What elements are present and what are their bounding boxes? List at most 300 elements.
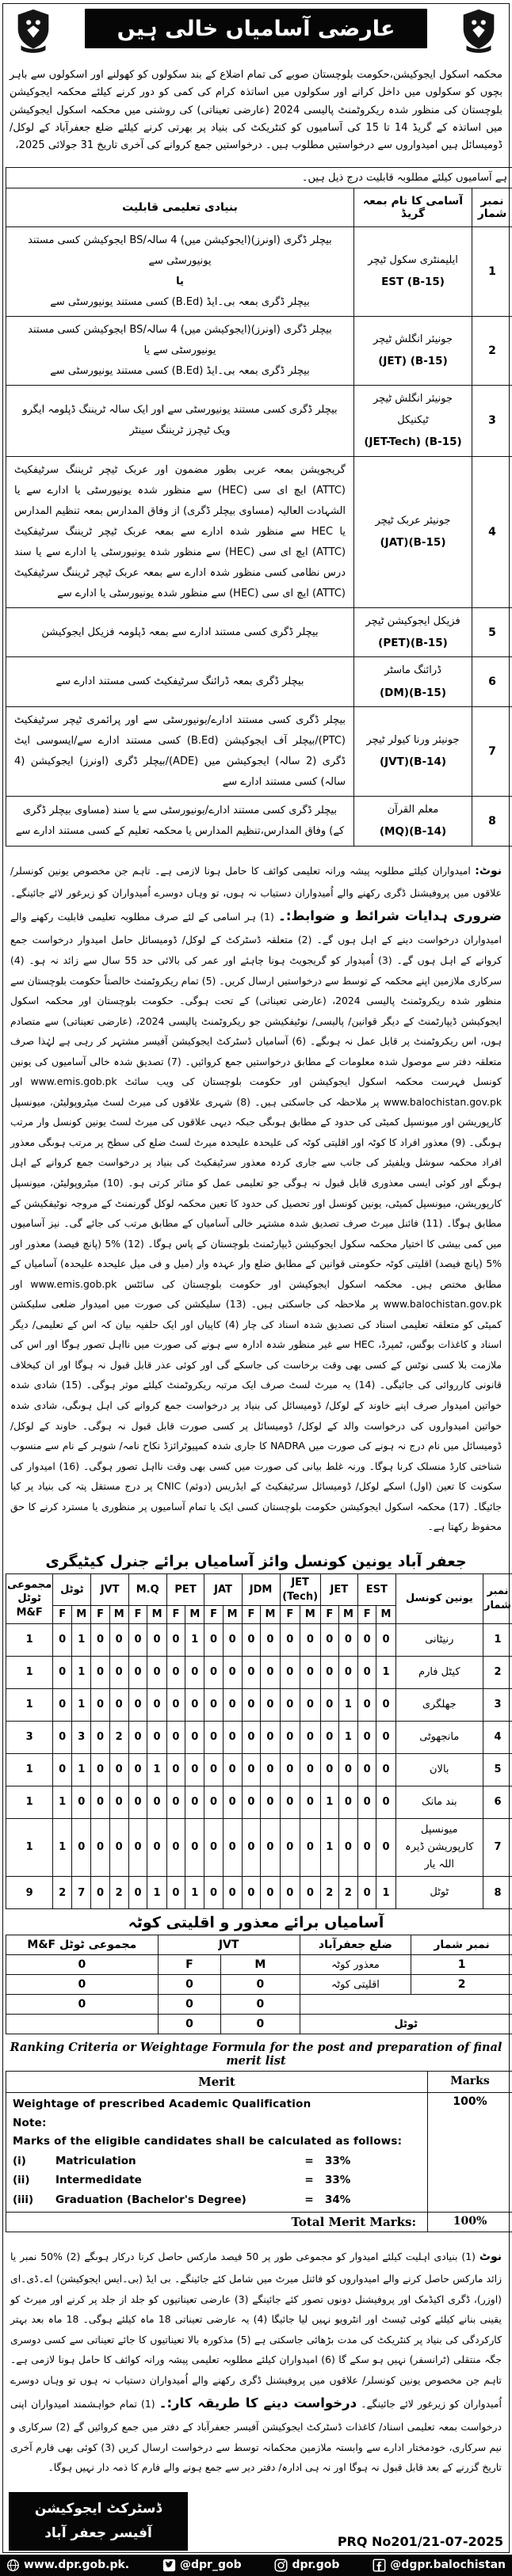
quota-header-serial: نمبر شمار bbox=[411, 1935, 512, 1955]
quota-minority-grand: 0 bbox=[6, 1975, 159, 1995]
weightage-marks: 100% bbox=[428, 2093, 512, 2213]
uc-count-cell: 0 bbox=[185, 1688, 204, 1721]
uc-count-cell: 0 bbox=[204, 1688, 223, 1721]
post-row bbox=[6, 385, 512, 456]
post-name-urdu: جونیئر ورنا کیولر ٹیچر bbox=[357, 729, 468, 751]
uc-header-est: EST bbox=[357, 1574, 395, 1606]
uc-data-row bbox=[6, 1753, 512, 1786]
uc-header-mq: M.Q bbox=[128, 1574, 166, 1606]
intro-paragraph: محکمہ اسکول ایجوکیشن،حکومت بلوچستان صوبے کی تمام اضلاع کے بند سکولوں کو کھولنے اور اسکولوں سے باہر بچوں کو سکولوں میں داخل کرانے اور سکولوں میں اساتذہ کرام کی کمی کو دور کرنے کیلئے محکمہ ایجوکیشن بلوچستان کی منظور شدہ ریکروٹمنٹ پالیسی 2024 (عارضی تعیناتی) کی روشنی میں محکمہ اسکول ایجوکیشن میں اساتذہ کے گریڈ 14 تا 15 کی آسامیوں کو کنٹریکٹ کی بنیاد پر بھرتی کرنے کیلئے ضلع جعفرآباد کے لوکل/ڈومیسائل ہیں امیدواروں سے درخواستیں مطلوب ہیں۔ درخواستیں جمع کروانے کی آخری تاریخ 31 جولائی 2025، bbox=[6, 63, 506, 157]
uc-count-cell: 0 bbox=[223, 1818, 242, 1876]
merit-body-row bbox=[6, 2093, 512, 2213]
merit-item-row bbox=[13, 2190, 421, 2209]
uc-count-cell: 0 bbox=[204, 1877, 223, 1909]
uc-count-cell: 0 bbox=[91, 1753, 109, 1786]
quota-section-title: آسامیاں برائے معذور و اقلیتی کوٹہ bbox=[6, 1909, 506, 1935]
uc-count-cell: 0 bbox=[91, 1623, 109, 1656]
uc-count-cell: 1 bbox=[338, 1688, 357, 1721]
uc-subheader-f: F bbox=[242, 1606, 261, 1624]
uc-count-cell: 0 bbox=[320, 1721, 338, 1753]
uc-count-cell: 0 bbox=[242, 1877, 261, 1909]
merit-item-roman: (i) bbox=[13, 2152, 55, 2171]
uc-count-cell: 0 bbox=[376, 1721, 395, 1753]
uc-data-row bbox=[6, 1818, 512, 1876]
uc-count-cell: 0 bbox=[128, 1753, 147, 1786]
ranking-criteria-title: Ranking Criteria or Weightage Formula for the post and preparation of final merit list bbox=[6, 2034, 506, 2071]
uc-data-row bbox=[6, 1786, 512, 1818]
post-name-urdu: معلم القرآن bbox=[357, 799, 468, 820]
uc-count-cell: 0 bbox=[91, 1818, 109, 1876]
uc-count-cell: 1 bbox=[6, 1623, 53, 1656]
uc-serial-cell: 3 bbox=[483, 1688, 512, 1721]
merit-item-percent: 34% bbox=[325, 2190, 350, 2209]
signature-line-2: آفیسر جعفر آباد bbox=[12, 2521, 185, 2546]
uc-name-cell: رنیٹانی bbox=[395, 1623, 483, 1656]
quota-total-label: ٹوٹل bbox=[300, 2015, 512, 2034]
uc-subheader-m: M bbox=[376, 1606, 395, 1624]
uc-count-cell: 0 bbox=[280, 1688, 300, 1721]
post-row bbox=[6, 456, 512, 607]
post-row bbox=[6, 316, 512, 385]
uc-count-cell: 0 bbox=[242, 1656, 261, 1688]
uc-count-cell: 1 bbox=[72, 1656, 91, 1688]
uc-count-cell: 0 bbox=[128, 1721, 147, 1753]
uc-header-jdm: JDM bbox=[242, 1574, 280, 1606]
merit-item-percent: 33% bbox=[325, 2171, 350, 2190]
merit-items bbox=[13, 2152, 421, 2209]
post-qualification-cell bbox=[6, 226, 354, 316]
table-caption-row bbox=[6, 167, 512, 188]
footer-twitter bbox=[162, 2559, 242, 2572]
uc-count-cell: 0 bbox=[357, 1656, 376, 1688]
uc-count-cell: 0 bbox=[300, 1721, 321, 1753]
bottom-note-lead: نوٹ bbox=[480, 2251, 502, 2263]
merit-item-equals: = bbox=[293, 2171, 325, 2190]
quota-total-empty bbox=[6, 2015, 159, 2034]
header bbox=[6, 6, 506, 53]
instructions-heading: ضروری ہدایات شرائط و ضوابط:۔ bbox=[278, 908, 502, 923]
quota-blank-grand: 0 bbox=[6, 1995, 159, 2015]
uc-count-cell: 1 bbox=[320, 1786, 338, 1818]
uc-count-cell: 0 bbox=[147, 1656, 166, 1688]
quota-disabled-grand: 0 bbox=[6, 1955, 159, 1975]
uc-count-cell: 0 bbox=[91, 1877, 109, 1909]
uc-count-cell: 0 bbox=[166, 1877, 185, 1909]
uc-count-cell: 0 bbox=[338, 1786, 357, 1818]
qualification-line: بیچلر ڈگری کسی مستند یونیورسٹی سے اور ایک سالہ ٹریننگ ڈپلومہ ایگرو ویک ٹیچرز ٹریننگ سینٹر bbox=[14, 400, 346, 441]
uc-count-cell: 0 bbox=[242, 1818, 261, 1876]
merit-header-row bbox=[6, 2072, 512, 2093]
uc-total-row bbox=[6, 1877, 512, 1909]
merit-item-label: Intermedidate bbox=[55, 2171, 293, 2190]
uc-count-cell: 0 bbox=[109, 1786, 128, 1818]
uc-count-cell: 0 bbox=[261, 1721, 280, 1753]
post-qualification-cell bbox=[6, 607, 354, 657]
uc-count-cell: 1 bbox=[6, 1688, 53, 1721]
uc-subheader-f: F bbox=[204, 1606, 223, 1624]
uc-count-cell: 1 bbox=[6, 1753, 53, 1786]
merit-item-row bbox=[13, 2171, 421, 2190]
uc-count-cell: 0 bbox=[204, 1623, 223, 1656]
uc-serial-cell: 4 bbox=[483, 1721, 512, 1753]
footer-facebook bbox=[373, 2559, 506, 2572]
uc-count-cell: 0 bbox=[91, 1656, 109, 1688]
uc-count-cell: 0 bbox=[261, 1753, 280, 1786]
uc-count-cell: 2 bbox=[109, 1877, 128, 1909]
uc-header-jvt: JVT bbox=[91, 1574, 128, 1606]
header-qualification: بنیادی تعلیمی قابلیت bbox=[6, 188, 354, 226]
uc-count-cell: 0 bbox=[223, 1656, 242, 1688]
merit-note-line: Marks of the eligible candidates shall be calculated as follows: bbox=[13, 2133, 421, 2152]
uc-data-row bbox=[6, 1688, 512, 1721]
post-serial: 5 bbox=[472, 607, 512, 657]
uc-count-cell: 0 bbox=[72, 1786, 91, 1818]
instagram-icon bbox=[274, 2559, 288, 2572]
quota-header-jvt: JVT bbox=[158, 1935, 300, 1955]
uc-count-cell: 0 bbox=[166, 1753, 185, 1786]
merit-item-label: Matriculation bbox=[55, 2152, 293, 2171]
qualification-line: بیچلر ڈگری کسی مستند ادارے سے بمعہ ڈپلومہ فزیکل ایجوکیشن bbox=[14, 622, 346, 643]
quota-blank-m: 0 bbox=[221, 1995, 300, 2015]
uc-count-cell: 0 bbox=[204, 1818, 223, 1876]
uc-count-cell: 0 bbox=[223, 1623, 242, 1656]
uc-count-cell: 0 bbox=[109, 1753, 128, 1786]
uc-count-cell: 3 bbox=[6, 1721, 53, 1753]
uc-count-cell: 0 bbox=[91, 1688, 109, 1721]
uc-name-cell: کیٹل فارم bbox=[395, 1656, 483, 1688]
post-serial: 1 bbox=[472, 226, 512, 316]
uc-count-cell: 0 bbox=[109, 1656, 128, 1688]
post-name-cell bbox=[354, 456, 472, 607]
uc-section-title: جعفر آباد یونین کونسل وائز آسامیاں برائے جنرل کیٹیگری bbox=[6, 1548, 506, 1573]
post-row bbox=[6, 657, 512, 707]
uc-count-cell: 0 bbox=[300, 1877, 321, 1909]
header-serial: نمبر شمار bbox=[472, 188, 512, 226]
uc-count-cell: 2 bbox=[338, 1877, 357, 1909]
uc-count-cell: 0 bbox=[204, 1721, 223, 1753]
uc-count-cell: 0 bbox=[357, 1688, 376, 1721]
merit-item-roman: (iii) bbox=[13, 2190, 55, 2209]
footer-instagram-text: dpr.gob bbox=[292, 2559, 339, 2571]
total-merit-marks: 100% bbox=[428, 2212, 512, 2232]
uc-count-cell: 0 bbox=[166, 1786, 185, 1818]
post-code: (DM)(B-15) bbox=[357, 682, 468, 704]
uc-count-cell: 0 bbox=[280, 1877, 300, 1909]
post-row bbox=[6, 707, 512, 797]
post-serial: 4 bbox=[472, 456, 512, 607]
uc-count-cell: 0 bbox=[242, 1623, 261, 1656]
uc-count-cell: 1 bbox=[72, 1753, 91, 1786]
uc-count-cell: 0 bbox=[223, 1786, 242, 1818]
uc-count-cell: 0 bbox=[338, 1623, 357, 1656]
post-name-cell bbox=[354, 316, 472, 385]
post-name-urdu: جونیئر عربک ٹیچر bbox=[357, 510, 468, 531]
quota-total-f: 0 bbox=[158, 2015, 221, 2034]
merit-body-cell bbox=[6, 2093, 428, 2213]
uc-subheader-m: M bbox=[338, 1606, 357, 1624]
uc-count-cell: 0 bbox=[300, 1753, 321, 1786]
uc-subheader-f: F bbox=[53, 1606, 72, 1624]
post-qualification-cell bbox=[6, 456, 354, 607]
qualification-line: بیچلر ڈگری کسی مستند ادارے/یونیورسٹی سے یا سند (مساوی بیچلر ڈگری کے) وفاق المدارس،تنظیم المدارس یا محکمہ تعلیم کے کسی مستند ادارے سے bbox=[14, 801, 346, 842]
uc-count-cell: 0 bbox=[147, 1786, 166, 1818]
uc-name-cell: ٹوٹل bbox=[395, 1877, 483, 1909]
application-procedure-heading: درخواست دینے کا طریقہ کار:۔ bbox=[159, 2395, 357, 2410]
merit-item-equals: = bbox=[293, 2190, 325, 2209]
uc-count-cell: 0 bbox=[320, 1656, 338, 1688]
merit-item-label: Graduation (Bachelor's Degree) bbox=[55, 2190, 293, 2209]
post-name-cell bbox=[354, 226, 472, 316]
quota-disabled-label: معذور کوٹہ bbox=[300, 1955, 411, 1975]
prq-number: PRQ No201/21-07-2025 bbox=[338, 2534, 503, 2551]
uc-count-cell: 0 bbox=[109, 1688, 128, 1721]
quota-total-row bbox=[6, 2015, 512, 2034]
uc-serial-cell: 1 bbox=[483, 1623, 512, 1656]
union-council-table bbox=[6, 1573, 512, 1909]
uc-name-cell: مانجھوٹی bbox=[395, 1721, 483, 1753]
uc-count-cell: 0 bbox=[147, 1818, 166, 1876]
total-merit-label: Total Merit Marks: bbox=[6, 2212, 428, 2232]
post-serial: 2 bbox=[472, 316, 512, 385]
note-lead: نوٹ: bbox=[475, 865, 502, 877]
uc-header-jat: JAT bbox=[204, 1574, 242, 1606]
uc-count-cell: 1 bbox=[6, 1786, 53, 1818]
uc-count-cell: 0 bbox=[242, 1786, 261, 1818]
uc-count-cell: 0 bbox=[280, 1721, 300, 1753]
bottom-note-text-2: (1) تمام خواہشمند امیدواران اپنی درخواست بمعہ تعلیمی اسناد/ کاغذات ڈسٹرکٹ ایجوکیشن آفیسر جعفرآباد کے دفتر میں جمع کروائیں گے (2) سرکاری و نیم سرکاری، خودمختار ادارے سے وابستہ ملازمین محکمانہ توسط سے درخواست ارسال کریں (3) کوئی بھی فارم آخری تاریخ گزرنے کے بعد قابل قبول نہ ہوگا اور نہ ہی ادارہ/ دفتر دیر سے جمع ہونے والے فارم کا ذمہ دار نہیں ہوگا۔ bbox=[10, 2398, 502, 2473]
uc-name-cell: بالان bbox=[395, 1753, 483, 1786]
uc-data-row bbox=[6, 1721, 512, 1753]
footer-facebook-text: @dgpr.balochistan bbox=[390, 2559, 506, 2571]
uc-count-cell: 2 bbox=[109, 1721, 128, 1753]
uc-subheader-m: M bbox=[72, 1606, 91, 1624]
uc-count-cell: 1 bbox=[6, 1818, 53, 1876]
uc-count-cell: 0 bbox=[280, 1753, 300, 1786]
uc-serial-cell: 2 bbox=[483, 1656, 512, 1688]
uc-name-cell: بند مانک bbox=[395, 1786, 483, 1818]
uc-subheader-m: M bbox=[109, 1606, 128, 1624]
quota-total-m: 0 bbox=[221, 2015, 300, 2034]
uc-count-cell: 0 bbox=[128, 1786, 147, 1818]
uc-serial-cell: 6 bbox=[483, 1786, 512, 1818]
uc-serial-cell: 8 bbox=[483, 1877, 512, 1909]
uc-count-cell: 0 bbox=[128, 1688, 147, 1721]
qualification-line: بیچلر ڈگری بمعہ ڈرائنگ سرٹیفکیٹ کسی مستند ادارے سے bbox=[14, 672, 346, 692]
merit-item-percent: 33% bbox=[325, 2152, 350, 2171]
post-qualification-cell bbox=[6, 707, 354, 797]
uc-count-cell: 0 bbox=[109, 1623, 128, 1656]
uc-subheader-m: M bbox=[300, 1606, 321, 1624]
post-code: (JVT)(B-14) bbox=[357, 751, 468, 773]
uc-count-cell: 0 bbox=[53, 1753, 72, 1786]
quota-minority-label: اقلیتی کوٹہ bbox=[300, 1975, 411, 1995]
uc-count-cell: 0 bbox=[128, 1623, 147, 1656]
uc-count-cell: 1 bbox=[6, 1656, 53, 1688]
uc-count-cell: 0 bbox=[147, 1623, 166, 1656]
uc-subheader-f: F bbox=[91, 1606, 109, 1624]
quota-disabled-serial: 1 bbox=[411, 1955, 512, 1975]
post-name-urdu: فزیکل ایجوکیشن ٹیچر bbox=[357, 611, 468, 632]
qualification-line: گریجویشن بمعہ عربی بطور مضمون اور عربک ٹیچر ٹریننگ سرٹیفکیٹ (ATTC) ایچ ای سی (HEC) سے منظور شدہ یونیورسٹی یا ادارے سے یا الشہادت العالیہ (مساوی بیچلر ڈگری) از وفاق المدارس بمعہ تنظیم المدارس یا HEC سے منظور شدہ ادارے سے بمعہ عربک ٹیچر ٹریننگ سرٹیفکیٹ (ATTC) ایچ ای سی (HEC) سے منظور شدہ یونیورسٹی یا ادارے سے یا سند درس نظامی کسی منظور شدہ ادارے سے بمعہ عربک ٹیچر ٹریننگ سرٹیفکیٹ (ATTC) ایچ ای سی (HEC) سے منظور شدہ یونیورسٹی یا ادارے سے bbox=[14, 460, 346, 604]
uc-count-cell: 0 bbox=[53, 1688, 72, 1721]
post-row bbox=[6, 607, 512, 657]
uc-count-cell: 1 bbox=[72, 1623, 91, 1656]
uc-count-cell: 0 bbox=[357, 1877, 376, 1909]
merit-item-equals: = bbox=[293, 2152, 325, 2171]
note-text-2: (1) ہر اسامی کے لئے صرف مطلوبہ تعلیمی قابلیت رکھنے والے امیدواران درخواست دینے کے اہل ہوں گے۔ (2) متعلقہ ڈسٹرکٹ کے لوکل/ ڈومیسائل حامل امیدوار درخواست جمع کروانے کے اہل ہوں گے۔ (3) اُمیدوار کو گریجویٹ ہونا چاہئے اور عمر کی بالائی حد 55 سال سے زائد نہ ہو۔ (4) سرکاری ملازمین اپنے محکمہ کے توسط سے درخواستیں ارسال کریں۔ (5) تمام ریکروٹمنٹ خالصتاً حکومت بلوچستان سے منظور شدہ ریکروٹمنٹ پالیسی 2024، (عارضی تعیناتی) کے تحت ہوگی۔ حکومت بلوچستان اور محکمہ اسکول ایجوکیشن ڈیپارٹمنٹ کے دیگر قوانین/ پالیسی/ نوٹیفکیشن جو ریکروٹمنٹ پالیسی 2024، (عارضی تعیناتی) سے متصادم ہوں، اس ریکروٹمنٹ پر قابل عمل نہ ہوںگے۔ (6) آسامیاں ڈسٹرکٹ ایجوکیشن آفیسر مشتہر کر رہی ہے لہٰذا صرف متعلقہ دفتر سے موصول شدہ معلومات کے مطابق درخواستیں جمع کروائیں۔ (7) تصدیق شدہ خالی آسامیوں کی یونین کونسل فہرست محکمہ اسکول ایجوکیشن اور حکومت بلوچستان کی ویب سائٹ www.emis.gob.pk اور www.balochistan.gov.pk پر ملاحظہ کی جاسکتی ہیں۔ (8) شہری علاقوں کی میرٹ لسٹ میٹروپولیٹن، میونسپل کارپوریشن اور میونسپل کمیٹی کی حدود کے مطابق ہوںگی جبکہ دیہی علاقوں کی میرٹ لسٹ یونین کونسل وار مرتب ہوںگی۔ (9) معذور افراد کا کوٹہ اور اقلیتی کوٹہ کی علیحدہ علیحدہ میرٹ لسٹ ضلع کی سطح پر مرتب ہوںگی معذور افراد محکمہ سوشل ویلفیئر کی جانب سے جاری کردہ معذور سرٹیفکیٹ کی بنیاد پر درخواست جمع کروانے کے اہل ہوںگے اور کوئی ایسی معذوری قابل قبول نہ ہوگی جو تعلیمی عمل کو متاثر کرتی ہو۔ (10) میٹروپولیٹن، میونسپل کارپوریشن، میونسپل کمیٹی، یونین کونسل اور تحصیل کی حدود کا تعین محکمہ لوکل گورنمنٹ کے مروجہ نوٹیفکیشن کے مطابق ہوگا۔ (11) فائنل میرٹ صرف تصدیق شدہ مشتہر خالی آسامیاں کے مطابق مرتب کی جائے گی۔ نیز آسامیوں میں کمی بیشی کا اختیار محکمہ سکول ایجوکیشن ڈیپارٹمنٹ بلوچستان کے پاس ہوگا۔ (12) %5 (پانچ فیصد) معذور اور %5 (پانچ فیصد) اقلیتی کوٹہ حکومتی قوانین کے مطابق ضلع وار عہدہ وار (میل و فی میل علیحدہ علیحدہ) آسامیاں کے مطابق مختص ہیں۔ محکمہ اسکول ایجوکیشن اور حکومت بلوچستان کی سائٹس www.emis.gob.pk اور www.balochistan.gov.pk پر ملاحظہ کی جاسکتی ہیں۔ (13) سلیکشن کی صورت میں امیدوار ضلعی سلیکشن کمیٹی کو متعلقہ تعلیمی اسناد کی تصدیق شدہ اسناد کی چار (4) کاپیاں اور ایک حلفیہ بیان کہ اس کے تعلیمی/ دیگر اسناد و کاغذات بوگس، ٹمپرڈ، HEC سے غیر منظور شدہ ادارہ سے ہونے کی صورت میں نااہل تصور ہوگا اور اس کی ملازمت بلا کسی نوٹس کے کسی بھی وقت برخاست کی جاسکے گی اور کوئی عذر قابل قبول نہ ہوگا اور ان کیخلاف قانونی کارروائی کی جائیگی۔ (14) یہ میرٹ لسٹ صرف ایک مرتبہ ریکروٹمنٹ کیلئے موثر ہوگی۔ (15) شادی شدہ خواتین امیدوار صرف اپنے خاوند کے لوکل/ ڈومیسائل کی بنیاد پر درخواست جمع کروانے کی اہل ہوںگی، شادی شدہ خواتین امیدواروں کی درخواست والد کے لوکل/ ڈومیسائل پر کسی صورت قابل قبول نہ ہوگی۔ خاوند کے لوکل/ ڈومیسائل میں نام درج نہ ہونے کی صورت میں NADRA کا جاری شدہ کمپیوٹرائزڈ نکاح نامہ/ شوہر کے نام سے منسوب شناختی کارڈ منسلک کرنا ہوگا۔ ورنہ غلط بیانی کی صورت میں کسی بھی وقت نااہل تصور ہوگی۔ (16) امیدوار کی سکونت کا تعین (اول) اسکے لوکل/ ڈومیسائل سرٹیفکیٹ کے ایڈریس (دوئم) CNIC پر درج مستقل پتہ کی بنیاد پر کیا جائیگا۔ (17) محکمہ اسکول ایجوکیشن حکومت بلوچستان کسی ایک یا تمام آسامیوں پر منظوری یا مسترد کرنے کا حق محفوظ رکھتا ہے۔ bbox=[10, 911, 502, 1532]
post-row bbox=[6, 226, 512, 316]
post-code: (PET)(B-15) bbox=[357, 632, 468, 654]
footer-website bbox=[6, 2559, 129, 2572]
page-title: عارضی آسامیاں خالی ہیں bbox=[117, 17, 395, 41]
uc-count-cell: 0 bbox=[261, 1656, 280, 1688]
quota-blank-f: 0 bbox=[158, 1995, 221, 2015]
uc-count-cell: 1 bbox=[72, 1688, 91, 1721]
quota-subheader-m: M bbox=[221, 1955, 300, 1975]
post-code: EST (B-15) bbox=[357, 271, 468, 293]
uc-count-cell: 1 bbox=[376, 1656, 395, 1688]
uc-count-cell: 0 bbox=[261, 1688, 280, 1721]
post-qualification-cell bbox=[6, 316, 354, 385]
uc-subheader-m: M bbox=[223, 1606, 242, 1624]
merit-table bbox=[6, 2071, 512, 2232]
uc-count-cell: 0 bbox=[280, 1818, 300, 1876]
post-name-cell bbox=[354, 657, 472, 707]
uc-count-cell: 0 bbox=[300, 1623, 321, 1656]
uc-count-cell: 0 bbox=[91, 1721, 109, 1753]
post-code: (JAT)(B-15) bbox=[357, 531, 468, 554]
uc-count-cell: 9 bbox=[6, 1877, 53, 1909]
uc-header-serial: نمبر شمار bbox=[483, 1574, 512, 1624]
uc-count-cell: 0 bbox=[357, 1721, 376, 1753]
uc-count-cell: 0 bbox=[204, 1786, 223, 1818]
uc-count-cell: 0 bbox=[185, 1721, 204, 1753]
uc-header-grand: مجموعی ٹوٹل M&F bbox=[6, 1574, 53, 1624]
post-qualification-cell bbox=[6, 657, 354, 707]
post-serial: 7 bbox=[472, 707, 512, 797]
quota-row-blank bbox=[6, 1995, 512, 2015]
uc-count-cell: 2 bbox=[53, 1877, 72, 1909]
post-name-urdu: ڈرائنگ ماسٹر bbox=[357, 660, 468, 681]
uc-serial-cell: 7 bbox=[483, 1818, 512, 1876]
uc-count-cell: 1 bbox=[53, 1818, 72, 1876]
uc-count-cell: 0 bbox=[166, 1623, 185, 1656]
uc-count-cell: 1 bbox=[147, 1753, 166, 1786]
uc-count-cell: 7 bbox=[72, 1877, 91, 1909]
quota-blank-cell bbox=[300, 1995, 512, 2015]
uc-count-cell: 0 bbox=[376, 1818, 395, 1876]
uc-count-cell: 3 bbox=[72, 1721, 91, 1753]
uc-count-cell: 0 bbox=[185, 1753, 204, 1786]
uc-count-cell: 0 bbox=[166, 1688, 185, 1721]
uc-count-cell: 0 bbox=[300, 1688, 321, 1721]
uc-count-cell: 0 bbox=[242, 1721, 261, 1753]
uc-count-cell: 0 bbox=[204, 1656, 223, 1688]
merit-col-header: Merit bbox=[6, 2072, 428, 2093]
uc-header-pet: PET bbox=[166, 1574, 204, 1606]
uc-header-total: ٹوٹل bbox=[53, 1574, 91, 1606]
uc-count-cell: 0 bbox=[166, 1818, 185, 1876]
uc-count-cell: 0 bbox=[223, 1721, 242, 1753]
advert-border-frame bbox=[2, 3, 510, 2553]
signature-box bbox=[9, 2492, 188, 2550]
balochistan-emblem-left-icon bbox=[10, 7, 56, 53]
uc-count-cell: 0 bbox=[128, 1818, 147, 1876]
post-name-cell bbox=[354, 385, 472, 456]
uc-count-cell: 0 bbox=[242, 1688, 261, 1721]
uc-count-cell: 0 bbox=[376, 1688, 395, 1721]
post-serial: 8 bbox=[472, 797, 512, 847]
qualification-line: بیچلر ڈگری کسی مستند ادارے/یونیورسٹی سے اور پرائمری ٹیچر سرٹیفکیٹ (PTC)/بیچلر آف ایجوکیشن (B.Ed) کسی مستند ادارے سے/ایسوسی ایٹ ڈگری (2 سالہ) ایجوکیشن میں (ADE)/بیچلر ڈگری (اونرز) ایجوکیشن (4 سالہ) کسی مستند ادارے سے bbox=[14, 710, 346, 793]
uc-count-cell: 0 bbox=[261, 1818, 280, 1876]
post-name-cell bbox=[354, 797, 472, 847]
uc-count-cell: 0 bbox=[376, 1753, 395, 1786]
uc-count-cell: 0 bbox=[300, 1818, 321, 1876]
header-post: آسامی کا نام بمعہ گریڈ bbox=[354, 188, 472, 226]
twitter-icon bbox=[162, 2559, 176, 2572]
uc-count-cell: 0 bbox=[166, 1656, 185, 1688]
balochistan-emblem-right-icon bbox=[456, 7, 502, 53]
bottom-note bbox=[6, 2242, 506, 2479]
uc-count-cell: 0 bbox=[166, 1721, 185, 1753]
qualification-line: بیچلر ڈگری بمعہ بی۔ایڈ (B.Ed) کسی مستند یونیورسٹی سے bbox=[14, 361, 346, 382]
uc-count-cell: 0 bbox=[185, 1656, 204, 1688]
uc-name-cell: میونسپل کارپوریشن ڈیرہ اللہ یار bbox=[395, 1818, 483, 1876]
quota-header-district: ضلع جعفرآباد bbox=[300, 1935, 411, 1955]
uc-count-cell: 0 bbox=[261, 1877, 280, 1909]
uc-subheader-f: F bbox=[320, 1606, 338, 1624]
uc-header-jet-tech: JET (Tech) bbox=[280, 1574, 320, 1606]
uc-count-cell: 0 bbox=[185, 1786, 204, 1818]
uc-count-cell: 0 bbox=[320, 1623, 338, 1656]
uc-count-cell: 0 bbox=[338, 1656, 357, 1688]
uc-count-cell: 2 bbox=[320, 1877, 338, 1909]
post-name-cell bbox=[354, 707, 472, 797]
uc-count-cell: 0 bbox=[223, 1688, 242, 1721]
uc-subheader-m: M bbox=[261, 1606, 280, 1624]
post-name-cell bbox=[354, 607, 472, 657]
weightage-line: Weightage of prescribed Academic Qualification bbox=[13, 2095, 421, 2114]
uc-subheader-f: F bbox=[128, 1606, 147, 1624]
quota-row-disabled bbox=[6, 1955, 512, 1975]
post-row bbox=[6, 797, 512, 847]
uc-count-cell: 0 bbox=[376, 1786, 395, 1818]
uc-subheader-f: F bbox=[166, 1606, 185, 1624]
uc-count-cell: 0 bbox=[320, 1688, 338, 1721]
uc-count-cell: 0 bbox=[53, 1656, 72, 1688]
qualification-line: بیچلر ڈگری (اونرز)(ایجوکیشن میں) 4 سالہ/BS ایجوکیشن کسی مستند یونیورسٹی سے یا bbox=[14, 320, 346, 361]
facebook-icon bbox=[373, 2559, 386, 2572]
uc-subheader-m: M bbox=[185, 1606, 204, 1624]
uc-data-row bbox=[6, 1656, 512, 1688]
notes-and-conditions bbox=[6, 856, 506, 1539]
uc-count-cell: 1 bbox=[376, 1877, 395, 1909]
quota-row-minority bbox=[6, 1975, 512, 1995]
qualification-line: بیچلر ڈگری (اونرز)(ایجوکیشن میں) 4 سالہ/BS ایجوکیشن کسی مستند یونیورسٹی سے bbox=[14, 230, 346, 272]
post-name-urdu: جونیئر انگلش ٹیچر bbox=[357, 329, 468, 350]
merit-note-label: Note: bbox=[13, 2114, 421, 2133]
caption-text: ہے آسامیوں کیلئے مطلوبہ قابلیت درج ذیل ہیں۔ bbox=[6, 167, 512, 188]
uc-count-cell: 0 bbox=[280, 1786, 300, 1818]
uc-count-cell: 0 bbox=[280, 1623, 300, 1656]
quota-header-grand: M&F مجموعی ٹوٹل bbox=[6, 1935, 159, 1955]
uc-count-cell: 0 bbox=[109, 1818, 128, 1876]
uc-count-cell: 1 bbox=[185, 1623, 204, 1656]
uc-count-cell: 0 bbox=[338, 1753, 357, 1786]
bottom-note-text-1: (1) بنیادی اہلیت کیلئے امیدوار کو مجموعی طور پر 50 فیصد مارکس حاصل کرنا درکار ہوںگے (2) %50 نمبر یا زائد مارکس حاصل کرنے والے امیدواروں کو فائنل میرٹ میں شامل کئے جائینگے۔ بی ایڈ (بی۔ایس ایجوکیشن) اے۔ڈی۔ای (اوزر)، ڈگری اکیڈمک اور پروفیشنل دونوں تصور کئے جائینگے (3) عارضی تعیناتیوں کو جلد از جلد پر کرنے اور میرٹ کو یقینی بنانے کیلئے کوئی ٹیسٹ اور انٹرویو نہیں لیا جائیگا (4) یہ عارضی تعیناتی 18 ماہ کیلئے ہوگی۔ 18 ماہ بعد بہتر کارکردگی کی بنیاد پر کنٹریکٹ کی مدت بڑھائی جاسکتی ہے (5) مذکورہ بالا تعیناتیوں کا جائے تعیناتی سے کسی دوسری جگہ منتقلی (ٹرانسفر) نہیں ہو سکے گا (6) امیدواران کیلئے مطلوبہ تعلیمی پیشہ ورانہ کوائف کا حامل ہونا لازمی ہے۔ تاہم جن مخصوص یونین کونسلر/ علاقوں میں پروفیشنل ڈگری رکھنے والے اُمیدواران دستیاب نہ ہوں تو وہاں دوسرے اُمیدواران کو زیرغور لائے جائینگے۔ bbox=[10, 2251, 502, 2410]
uc-count-cell: 1 bbox=[320, 1818, 338, 1876]
posts-qualification-table bbox=[6, 167, 512, 847]
